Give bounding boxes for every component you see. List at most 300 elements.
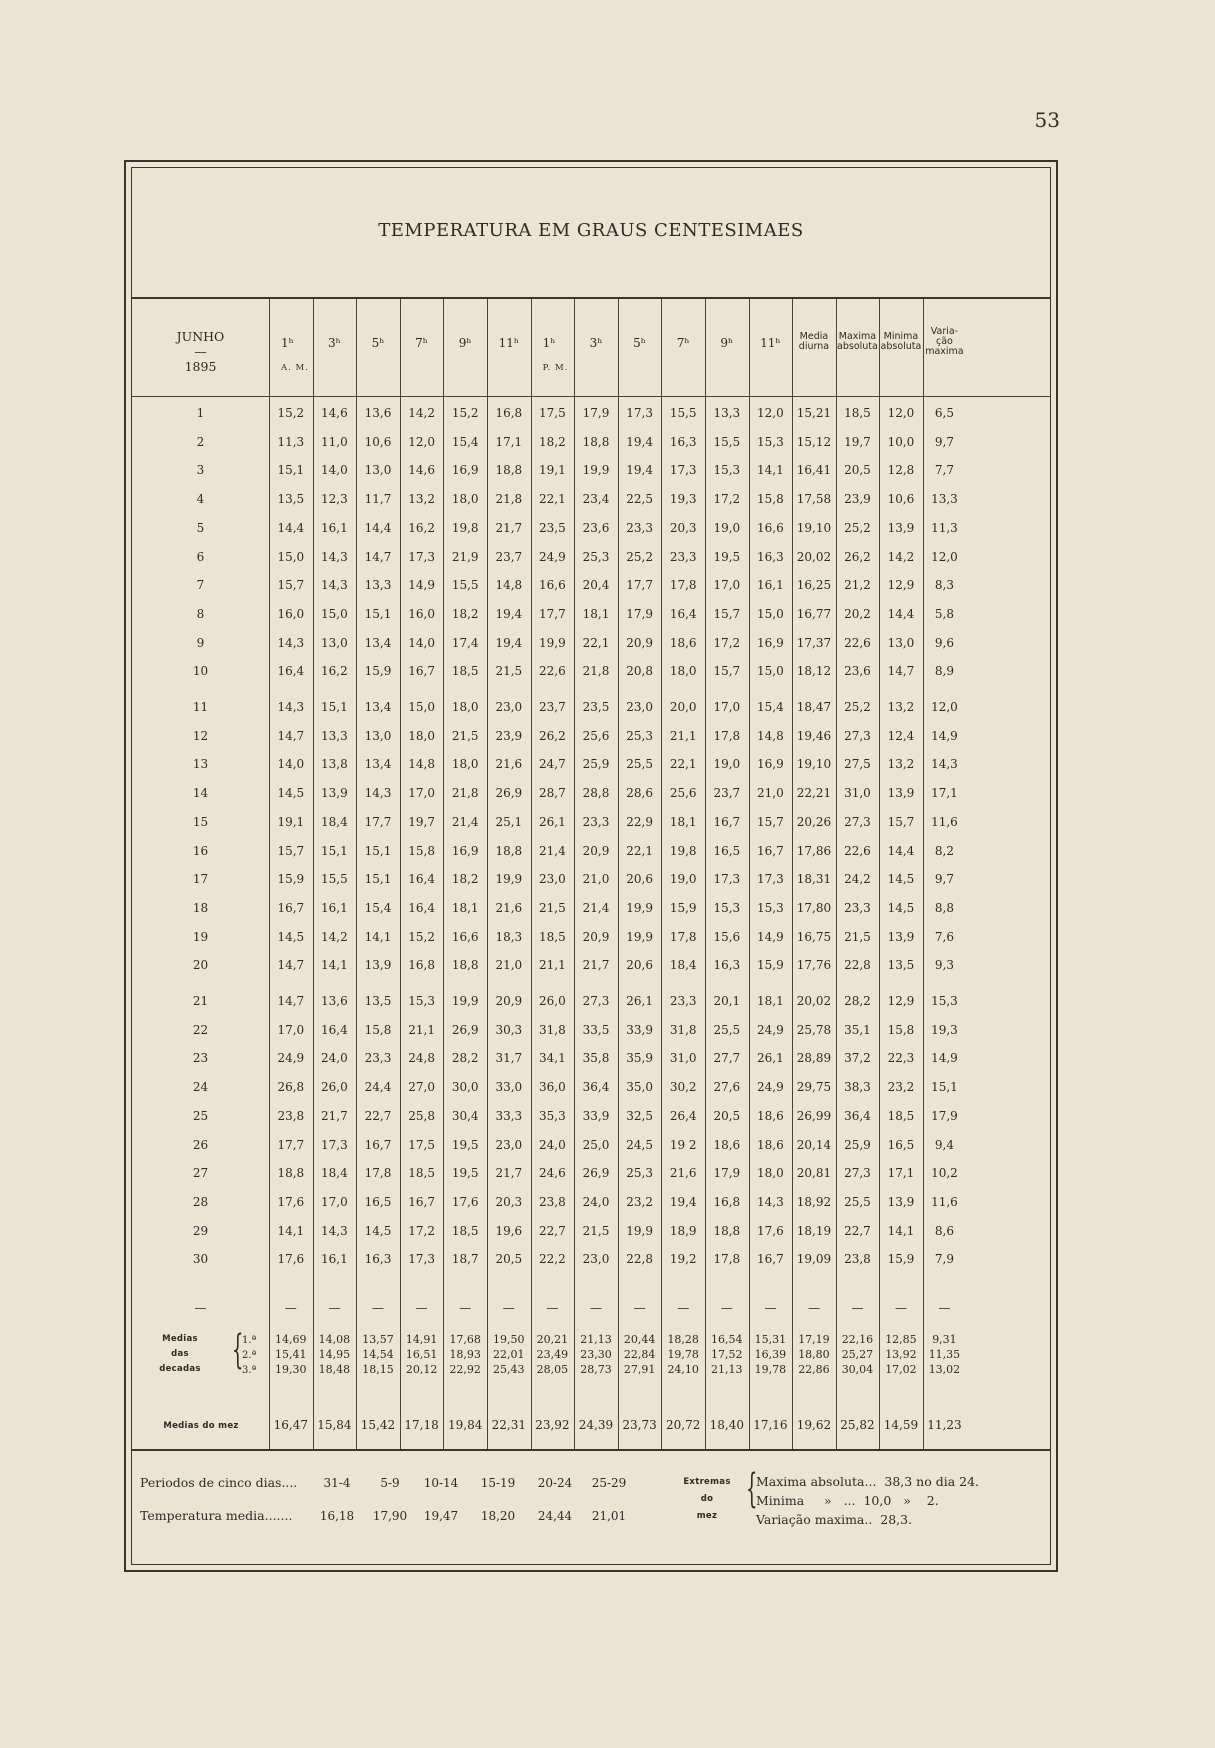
data-cell: 14,3: [931, 757, 958, 772]
header-line: ção: [936, 336, 953, 347]
data-cell: 19,9: [626, 1223, 653, 1238]
data-cell: 28,89: [796, 1051, 832, 1066]
data-cell: 14,5: [887, 900, 915, 915]
data-cell: 6,5: [934, 406, 954, 420]
day-number: 18: [192, 900, 209, 915]
data-cell: 13,5: [887, 958, 915, 973]
data-cell: 21,0: [495, 958, 523, 973]
data-cell: 13,9: [364, 958, 392, 973]
decada-cell: 19,50: [493, 1333, 525, 1346]
data-cell: 8,6: [934, 1223, 954, 1238]
data-cell: 17,8: [669, 578, 697, 593]
data-cell: 20,26: [796, 814, 832, 829]
data-cell: 18,2: [539, 434, 566, 449]
data-cell: 18,5: [451, 664, 479, 679]
data-cell: 19,10: [796, 520, 832, 535]
data-cell: 23,0: [539, 872, 566, 887]
data-cell: 14,4: [364, 520, 392, 535]
data-cell: 35,9: [626, 1051, 653, 1066]
data-cell: 18,31: [796, 872, 832, 887]
data-cell: 20,5: [495, 1252, 523, 1267]
data-cell: 16,3: [757, 549, 784, 564]
decada-cell: 18,48: [318, 1363, 351, 1376]
data-cell: 21,8: [451, 786, 479, 801]
decada-cell: 16,51: [405, 1348, 438, 1361]
periodo-temp: 16,18: [319, 1509, 355, 1523]
header-hour: 1ʰ P. M.: [531, 337, 575, 375]
data-cell: 17,37: [796, 635, 832, 650]
data-cell: 17,0: [713, 700, 741, 714]
data-cell: 38,3: [844, 1080, 871, 1095]
data-cell: 10,6: [887, 492, 915, 507]
data-cell: 14,3: [757, 1194, 784, 1209]
data-cell: 29,75: [796, 1080, 832, 1095]
data-cell: 30,4: [451, 1108, 479, 1123]
data-cell: 16,9: [451, 843, 479, 858]
data-cell: 21,6: [495, 757, 523, 772]
separator-dash: —: [938, 1301, 951, 1315]
data-cell: 21,1: [539, 958, 566, 973]
data-cell: 8,3: [934, 578, 954, 593]
data-cell: 20,6: [626, 958, 653, 973]
data-cell: 16,5: [713, 843, 741, 858]
data-cell: 13,6: [364, 406, 392, 420]
separator-dash: —: [764, 1301, 777, 1315]
decada-cell: 15,31: [754, 1333, 787, 1346]
data-cell: 17,1: [931, 786, 958, 801]
decada-cell: 28,05: [536, 1363, 569, 1376]
medias-mez-cell: 16,47: [273, 1418, 308, 1432]
data-cell: 12,3: [321, 492, 348, 507]
data-cell: 19,3: [931, 1022, 958, 1037]
data-cell: 13,2: [887, 757, 915, 772]
data-cell: 12,8: [887, 463, 915, 478]
separator-dash: —: [677, 1301, 690, 1315]
periodo-temp: 19,47: [423, 1509, 459, 1523]
data-cell: 23,0: [495, 700, 523, 714]
data-cell: 15,5: [451, 578, 479, 593]
data-cell: 17,0: [277, 1022, 305, 1037]
decada-cell: 19,78: [667, 1348, 699, 1361]
data-cell: 22,6: [539, 664, 566, 679]
data-cell: 17,9: [626, 606, 653, 621]
medias-mez-cell: 11,23: [927, 1418, 962, 1432]
data-cell: 17,0: [321, 1194, 348, 1209]
data-cell: 33,3: [495, 1108, 523, 1123]
data-cell: 24,9: [757, 1080, 784, 1095]
data-cell: 17,2: [408, 1223, 435, 1238]
data-cell: 17,0: [408, 786, 435, 801]
data-cell: 15,12: [796, 434, 832, 449]
data-cell: 14,0: [321, 463, 348, 478]
periodo-temp: 24,44: [537, 1509, 573, 1523]
data-cell: 21,7: [495, 1166, 523, 1181]
data-cell: 22,1: [626, 843, 653, 858]
data-cell: 14,2: [408, 406, 435, 420]
data-cell: 23,5: [539, 520, 566, 535]
data-cell: 17,7: [277, 1137, 305, 1152]
data-cell: 14,8: [408, 757, 435, 772]
data-cell: 16,1: [321, 900, 348, 915]
data-cell: 18,19: [796, 1223, 832, 1238]
data-cell: 14,1: [887, 1223, 915, 1238]
data-cell: 7,7: [934, 463, 954, 478]
data-cell: 15,4: [757, 700, 784, 714]
periodo-range: 25-29: [591, 1476, 627, 1490]
data-cell: 25,9: [844, 1137, 871, 1152]
data-cell: 10,0: [887, 434, 915, 449]
header-am: A. M.: [281, 363, 309, 373]
day-number: 10: [192, 664, 209, 679]
data-cell: 19,9: [495, 872, 523, 887]
data-cell: 26,2: [844, 549, 871, 564]
data-cell: 23,0: [582, 1252, 610, 1267]
data-cell: 22,3: [887, 1051, 915, 1066]
data-cell: 17,8: [669, 929, 697, 944]
data-cell: 22,6: [844, 635, 871, 650]
medias-mez-cell: 22,31: [491, 1418, 526, 1432]
data-cell: 32,5: [626, 1108, 653, 1123]
data-cell: 17,2: [713, 492, 741, 507]
data-cell: 15,9: [364, 664, 392, 679]
data-cell: 22,1: [539, 492, 566, 507]
data-cell: 15,7: [277, 578, 305, 593]
medias-mez-cell: 23,73: [622, 1418, 657, 1432]
data-cell: 19,2: [669, 1252, 697, 1267]
day-number: 27: [192, 1166, 209, 1181]
data-cell: 21,9: [451, 549, 479, 564]
decada-cell: 15,41: [275, 1348, 307, 1361]
data-cell: 19,5: [713, 549, 741, 564]
header-line: Media: [799, 331, 829, 342]
data-cell: 17,6: [277, 1194, 305, 1209]
data-cell: 22,9: [626, 814, 653, 829]
data-cell: 24,9: [277, 1051, 305, 1066]
decada-cell: 18,93: [449, 1348, 481, 1361]
header-hour: 5ʰ: [633, 336, 646, 350]
data-cell: 24,0: [582, 1194, 610, 1209]
data-cell: 18,6: [757, 1137, 784, 1152]
decada-cell: 25,27: [841, 1348, 874, 1361]
header-month: [132, 329, 269, 374]
decadas-label: das: [171, 1349, 189, 1359]
data-cell: 17,0: [713, 578, 741, 593]
decada-ordinal: 1.ª: [242, 1335, 257, 1346]
extremas-line: Variação maxima.. 28,3.: [756, 1512, 913, 1527]
medias-mez-cell: 25,82: [840, 1418, 875, 1432]
data-cell: 13,4: [364, 757, 392, 772]
data-cell: 15,3: [757, 900, 784, 915]
decada-ordinal: 3.ª: [242, 1365, 257, 1376]
decada-cell: 17,68: [449, 1333, 481, 1346]
data-cell: 23,7: [539, 700, 566, 714]
data-cell: 18,5: [844, 406, 871, 420]
data-cell: 27,3: [844, 814, 871, 829]
data-cell: 14,8: [757, 728, 784, 743]
decadas-label: Medias: [162, 1334, 198, 1344]
data-cell: 25,6: [669, 786, 697, 801]
decada-cell: 22,92: [449, 1363, 481, 1376]
data-cell: 15,8: [408, 843, 435, 858]
separator-dash: —: [502, 1301, 515, 1315]
data-cell: 27,6: [713, 1080, 741, 1095]
decada-cell: 14,95: [318, 1348, 351, 1361]
decadas-label: decadas: [159, 1364, 201, 1374]
data-cell: 18,2: [451, 606, 479, 621]
decada-cell: 22,01: [493, 1348, 525, 1361]
data-cell: 18,5: [408, 1166, 435, 1181]
data-cell: 15,0: [757, 606, 784, 621]
data-cell: 24,4: [364, 1080, 392, 1095]
data-cell: 23,3: [844, 900, 871, 915]
data-cell: 27,5: [844, 757, 871, 772]
decada-cell: 18,15: [362, 1363, 394, 1376]
data-cell: 15,2: [451, 406, 479, 420]
data-cell: 16,6: [451, 929, 479, 944]
data-cell: 21,4: [582, 900, 610, 915]
data-cell: 16,6: [757, 520, 784, 535]
data-cell: 13,3: [931, 492, 958, 507]
data-cell: 15,7: [277, 843, 305, 858]
data-cell: 16,2: [321, 664, 348, 679]
data-cell: 28,2: [844, 994, 871, 1008]
header-minima-absoluta: [879, 332, 923, 352]
data-cell: 17,6: [451, 1194, 479, 1209]
periodo-range: 20-24: [537, 1476, 573, 1490]
data-cell: 15,5: [669, 406, 697, 420]
data-cell: 21,5: [539, 900, 566, 915]
data-cell: 33,9: [626, 1022, 653, 1037]
data-cell: 16,0: [408, 606, 435, 621]
data-cell: 11,6: [931, 814, 958, 829]
header-hour: 11ʰ: [498, 336, 520, 350]
extremas-line: Maxima absoluta... 38,3 no dia 24.: [756, 1474, 980, 1489]
data-cell: 25,5: [626, 757, 653, 772]
data-cell: 33,0: [495, 1080, 523, 1095]
data-cell: 16,5: [887, 1137, 915, 1152]
data-cell: 25,2: [844, 700, 871, 714]
day-number: 13: [192, 757, 209, 772]
month-year: 1895: [184, 359, 217, 374]
data-cell: 15,3: [757, 434, 784, 449]
data-cell: 16,8: [713, 1194, 741, 1209]
data-cell: 25,2: [626, 549, 653, 564]
data-cell: 28,8: [582, 786, 610, 801]
data-cell: 14,6: [408, 463, 435, 478]
data-cell: 21,7: [495, 520, 523, 535]
data-cell: 14,2: [887, 549, 915, 564]
periodo-range: 10-14: [423, 1476, 459, 1490]
decada-cell: 30,04: [841, 1363, 874, 1376]
data-cell: 14,7: [277, 994, 305, 1008]
day-number: 2: [196, 434, 205, 449]
data-cell: 13,8: [321, 757, 348, 772]
medias-mez-cell: 14,59: [883, 1418, 919, 1432]
extremas-label: mez: [696, 1511, 718, 1521]
data-cell: 23,3: [364, 1051, 392, 1066]
data-cell: 18,0: [451, 700, 479, 714]
data-cell: 16,77: [796, 606, 832, 621]
data-cell: 9,6: [934, 635, 954, 650]
decada-cell: 13,92: [885, 1348, 917, 1361]
data-cell: 19,4: [626, 463, 653, 478]
data-cell: 8,9: [934, 664, 954, 679]
data-cell: 14,0: [408, 635, 435, 650]
decada-cell: 16,54: [711, 1333, 743, 1346]
data-cell: 21,0: [582, 872, 610, 887]
data-cell: 18,2: [451, 872, 479, 887]
data-cell: 19,4: [495, 606, 523, 621]
day-number: 4: [196, 492, 205, 507]
medias-mez-cell: 18,40: [709, 1418, 744, 1432]
data-cell: 19,8: [451, 520, 479, 535]
data-cell: 18,8: [582, 434, 610, 449]
medias-mez-cell: 17,18: [404, 1418, 439, 1432]
data-cell: 18,9: [669, 1223, 697, 1238]
data-cell: 19,46: [796, 728, 832, 743]
data-cell: 17,8: [713, 728, 741, 743]
data-cell: 16,4: [408, 872, 435, 887]
decada-cell: 14,91: [405, 1333, 438, 1346]
day-number: 16: [192, 843, 209, 858]
day-number: 8: [196, 606, 205, 621]
data-cell: 12,9: [887, 578, 915, 593]
data-cell: 25,3: [626, 1166, 653, 1181]
data-cell: 17,3: [669, 463, 697, 478]
data-cell: 22,5: [626, 492, 653, 507]
data-cell: 21,5: [451, 728, 479, 743]
separator-dash: —: [415, 1301, 428, 1315]
day-number: 28: [192, 1194, 209, 1209]
data-cell: 23,5: [582, 700, 610, 714]
data-cell: 21,6: [495, 900, 523, 915]
decada-cell: 18,80: [798, 1348, 830, 1361]
decada-cell: 14,54: [362, 1348, 394, 1361]
extremas-label: Extremas: [683, 1477, 731, 1487]
data-cell: 18,6: [669, 635, 697, 650]
decada-cell: 19,30: [275, 1363, 307, 1376]
data-cell: 12,0: [757, 406, 784, 420]
data-cell: 35,8: [582, 1051, 610, 1066]
data-cell: 23,3: [626, 520, 653, 535]
temperatura-media-label: Temperatura media.......: [140, 1508, 293, 1523]
data-cell: 23,0: [495, 1137, 523, 1152]
data-cell: 18,8: [451, 958, 479, 973]
data-cell: 17,1: [887, 1166, 915, 1181]
decada-cell: 21,13: [580, 1333, 612, 1346]
day-number: 15: [192, 814, 209, 829]
data-cell: 9,4: [934, 1137, 954, 1152]
data-cell: 17,9: [931, 1108, 958, 1123]
data-cell: 15,4: [451, 434, 479, 449]
table-inner-frame: [131, 167, 1051, 1565]
data-cell: 18,12: [796, 664, 832, 679]
data-cell: 19,0: [669, 872, 697, 887]
data-cell: 14,1: [321, 958, 348, 973]
data-cell: 30,0: [451, 1080, 479, 1095]
separator-dash: —: [284, 1301, 297, 1315]
data-cell: 25,78: [796, 1022, 832, 1037]
data-cell: 21,5: [495, 664, 523, 679]
data-cell: 18,47: [796, 700, 832, 714]
data-cell: 26,9: [495, 786, 523, 801]
data-cell: 20,9: [582, 843, 610, 858]
data-cell: 18,92: [796, 1194, 832, 1209]
data-cell: 13,0: [364, 728, 392, 743]
data-cell: 14,3: [277, 700, 305, 714]
data-cell: 15,0: [757, 664, 784, 679]
data-cell: 17,8: [713, 1252, 741, 1267]
day-number: 20: [192, 958, 209, 973]
data-cell: 28,2: [451, 1051, 479, 1066]
data-cell: 10,6: [364, 434, 392, 449]
data-cell: 14,7: [277, 728, 305, 743]
data-cell: 16,2: [408, 520, 435, 535]
data-cell: 14,7: [364, 549, 392, 564]
header-hour: 3ʰ: [589, 336, 603, 350]
data-cell: 30,2: [669, 1080, 697, 1095]
data-cell: 14,3: [321, 1223, 348, 1238]
data-cell: 13,5: [277, 492, 305, 507]
data-cell: 21,4: [539, 843, 566, 858]
day-number: 25: [192, 1108, 209, 1123]
data-cell: 25,8: [408, 1108, 435, 1123]
data-cell: 23,9: [495, 728, 523, 743]
data-cell: 17,7: [626, 578, 653, 593]
data-cell: 13,3: [321, 728, 348, 743]
data-cell: 24,0: [539, 1137, 566, 1152]
periodo-range: 31-4: [323, 1476, 351, 1490]
decada-cell: 20,44: [623, 1333, 656, 1346]
data-cell: 22,7: [364, 1108, 392, 1123]
data-cell: 17,5: [408, 1137, 435, 1152]
data-cell: 23,0: [626, 700, 653, 714]
data-cell: 25,3: [582, 549, 610, 564]
data-cell: 15,4: [364, 900, 392, 915]
data-cell: 18,8: [277, 1166, 305, 1181]
data-cell: 14,5: [364, 1223, 392, 1238]
data-cell: 33,5: [582, 1022, 610, 1037]
data-cell: 17,7: [364, 814, 392, 829]
data-cell: 15,0: [277, 549, 305, 564]
data-cell: 15,7: [713, 606, 741, 621]
decada-cell: 16,39: [754, 1348, 787, 1361]
decada-cell: 25,43: [493, 1363, 525, 1376]
data-cell: 21,8: [495, 492, 523, 507]
header-pm: P. M.: [542, 363, 569, 373]
data-cell: 9,7: [934, 872, 954, 887]
data-cell: 23,8: [277, 1108, 305, 1123]
data-cell: 22,6: [844, 843, 871, 858]
data-cell: 19,9: [539, 635, 566, 650]
data-cell: 19,4: [626, 434, 653, 449]
separator-dash: —: [851, 1301, 864, 1315]
data-cell: 14,4: [887, 843, 915, 858]
data-cell: 7,9: [934, 1252, 954, 1267]
data-cell: 19,4: [495, 635, 523, 650]
data-cell: 13,0: [321, 635, 348, 650]
data-cell: 17,1: [495, 434, 523, 449]
data-cell: 16,3: [669, 434, 697, 449]
data-cell: 22,2: [539, 1252, 566, 1267]
data-cell: 16,3: [713, 958, 741, 973]
data-cell: 14,9: [757, 929, 784, 944]
data-cell: 23,3: [669, 994, 697, 1008]
data-cell: 26,1: [626, 994, 653, 1008]
data-cell: 13,9: [887, 929, 915, 944]
data-cell: 13,2: [408, 492, 435, 507]
data-cell: 16,0: [277, 606, 305, 621]
